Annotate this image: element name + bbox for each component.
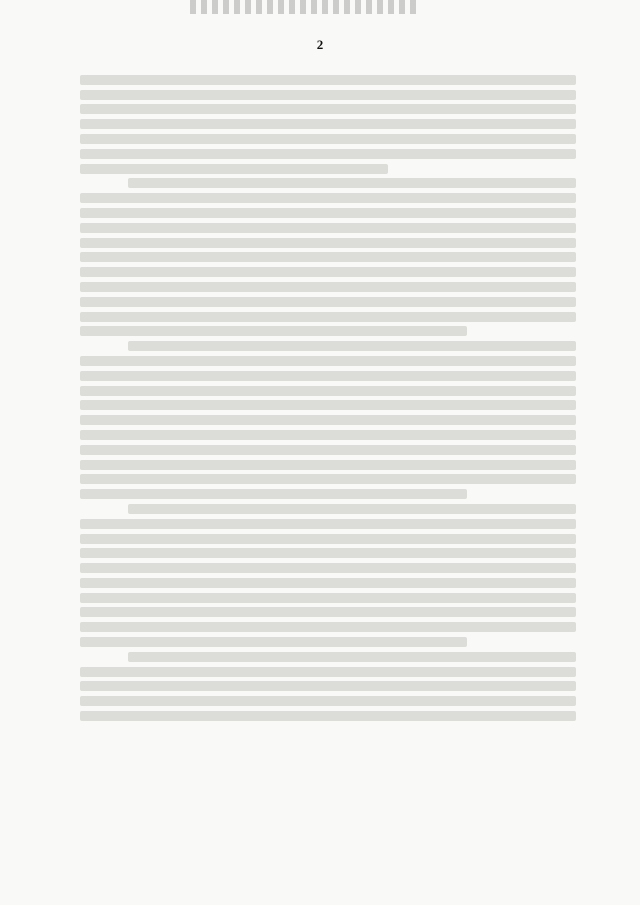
paragraph-block <box>80 341 576 499</box>
paragraph-block <box>80 652 576 721</box>
paragraph-block <box>80 178 576 336</box>
paragraph-block <box>80 504 576 647</box>
document-body <box>80 70 576 726</box>
scan-artifact <box>190 0 420 14</box>
page-number: 2 <box>316 37 324 52</box>
paragraph-block <box>80 75 576 174</box>
